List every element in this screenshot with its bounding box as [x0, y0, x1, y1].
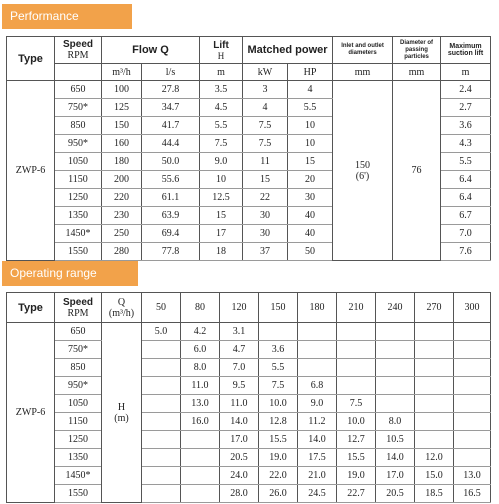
perf-suction: 3.6 [441, 117, 491, 135]
perf-flow-m3h: 100 [102, 81, 142, 99]
perf-hp: 4 [288, 81, 333, 99]
perf-hp: 40 [288, 225, 333, 243]
range-speed: 1250 [55, 431, 102, 449]
range-head-value [337, 323, 376, 341]
perf-flow-m3h: 200 [102, 171, 142, 189]
range-head-value [298, 323, 337, 341]
perf-flow-ls: 61.1 [142, 189, 200, 207]
range-speed: 1150 [55, 413, 102, 431]
range-head-value [376, 341, 415, 359]
range-header-q-unit: (m³/h) [108, 307, 135, 319]
perf-flow-ls: 55.6 [142, 171, 200, 189]
range-head-value [298, 341, 337, 359]
perf-speed: 850 [55, 117, 102, 135]
range-head-value: 5.5 [259, 359, 298, 377]
range-row [7, 359, 491, 377]
range-head-value: 15.5 [259, 431, 298, 449]
header-speed [55, 37, 102, 64]
unit-kw: kW [243, 64, 288, 81]
perf-flow-ls: 41.7 [142, 117, 200, 135]
range-head-value [142, 377, 181, 395]
operating-range-banner: Operating range [2, 261, 138, 286]
range-h-symbol: H [117, 401, 126, 413]
perf-kw: 4 [243, 99, 288, 117]
range-head-value: 6.0 [181, 341, 220, 359]
range-h-label [102, 323, 142, 503]
range-head-value [415, 359, 454, 377]
perf-hp: 5.5 [288, 99, 333, 117]
range-head-value: 19.0 [337, 467, 376, 485]
range-row [7, 431, 491, 449]
range-head-value: 7.0 [220, 359, 259, 377]
range-head-value: 11.0 [181, 377, 220, 395]
perf-suction: 6.7 [441, 207, 491, 225]
perf-flow-m3h: 230 [102, 207, 142, 225]
range-head-value [415, 431, 454, 449]
range-head-value: 18.5 [415, 485, 454, 503]
range-head-value: 17.5 [298, 449, 337, 467]
range-head-value: 28.0 [220, 485, 259, 503]
perf-flow-m3h: 250 [102, 225, 142, 243]
perf-kw: 7.5 [243, 135, 288, 153]
perf-lift: 12.5 [200, 189, 243, 207]
range-row [7, 449, 491, 467]
range-head-value [376, 323, 415, 341]
perf-flow-m3h: 280 [102, 243, 142, 261]
perf-hp: 15 [288, 153, 333, 171]
range-head-value [376, 395, 415, 413]
range-head-value [181, 449, 220, 467]
perf-lift: 15 [200, 207, 243, 225]
range-row [7, 467, 491, 485]
range-head-value: 9.5 [220, 377, 259, 395]
perf-flow-m3h: 180 [102, 153, 142, 171]
range-head-value: 15.0 [415, 467, 454, 485]
range-row [7, 323, 491, 341]
range-speed: 950* [55, 377, 102, 395]
perf-outlet-value: 150 [355, 159, 371, 171]
range-head-value [454, 449, 491, 467]
range-head-value [454, 323, 491, 341]
range-head-value [454, 341, 491, 359]
range-flow-header: 180 [298, 293, 337, 323]
perf-speed: 1450* [55, 225, 102, 243]
range-head-value [337, 377, 376, 395]
perf-speed: 1050 [55, 153, 102, 171]
range-head-value: 17.0 [220, 431, 259, 449]
perf-kw: 15 [243, 171, 288, 189]
range-speed: 1550 [55, 485, 102, 503]
range-head-value: 7.5 [259, 377, 298, 395]
range-speed: 750* [55, 341, 102, 359]
range-head-value: 10.5 [376, 431, 415, 449]
perf-lift: 9.0 [200, 153, 243, 171]
perf-suction: 2.7 [441, 99, 491, 117]
range-head-value [415, 377, 454, 395]
perf-kw: 37 [243, 243, 288, 261]
perf-flow-ls: 27.8 [142, 81, 200, 99]
unit-speed-empty [55, 64, 102, 81]
perf-hp: 40 [288, 207, 333, 225]
header-speed-unit: RPM [67, 50, 89, 61]
range-flow-header: 80 [181, 293, 220, 323]
range-flow-header: 240 [376, 293, 415, 323]
range-header-type: Type [7, 293, 55, 323]
range-head-value: 14.0 [298, 431, 337, 449]
header-type: Type [7, 37, 55, 81]
perf-lift: 4.5 [200, 99, 243, 117]
range-head-value: 7.5 [337, 395, 376, 413]
range-head-value: 22.0 [259, 467, 298, 485]
perf-kw: 11 [243, 153, 288, 171]
range-head-value [337, 341, 376, 359]
range-head-value: 10.0 [337, 413, 376, 431]
perf-suction: 6.4 [441, 171, 491, 189]
perf-speed: 1250 [55, 189, 102, 207]
perf-speed: 950* [55, 135, 102, 153]
range-head-value [181, 485, 220, 503]
range-row [7, 485, 491, 503]
perf-speed: 1550 [55, 243, 102, 261]
range-head-value: 21.0 [298, 467, 337, 485]
range-head-value [142, 467, 181, 485]
range-header-speed [55, 293, 102, 323]
perf-suction: 2.4 [441, 81, 491, 99]
perf-flow-ls: 34.7 [142, 99, 200, 117]
range-head-value: 3.1 [220, 323, 259, 341]
perf-kw: 30 [243, 225, 288, 243]
unit-hp: HP [288, 64, 333, 81]
perf-hp: 10 [288, 117, 333, 135]
range-head-value [454, 431, 491, 449]
range-head-value [181, 431, 220, 449]
perf-flow-m3h: 125 [102, 99, 142, 117]
range-head-value [415, 341, 454, 359]
perf-flow-ls: 77.8 [142, 243, 200, 261]
range-head-value [298, 359, 337, 377]
header-lift [200, 37, 243, 64]
range-head-value: 4.2 [181, 323, 220, 341]
range-head-value: 22.7 [337, 485, 376, 503]
range-head-value: 9.0 [298, 395, 337, 413]
header-flow: Flow Q [102, 37, 200, 64]
perf-suction: 4.3 [441, 135, 491, 153]
unit-lift: m [200, 64, 243, 81]
perf-outlet [333, 81, 393, 261]
perf-particles: 76 [393, 81, 441, 261]
range-header-q [102, 293, 142, 323]
range-model: ZWP-6 [7, 323, 55, 503]
range-head-value: 14.0 [376, 449, 415, 467]
perf-hp: 20 [288, 171, 333, 189]
range-row [7, 377, 491, 395]
unit-suction: m [441, 64, 491, 81]
range-head-value: 3.6 [259, 341, 298, 359]
perf-flow-ls: 69.4 [142, 225, 200, 243]
range-row [7, 341, 491, 359]
range-head-value [142, 431, 181, 449]
unit-flow-m3h: m³/h [102, 64, 142, 81]
range-speed: 650 [55, 323, 102, 341]
header-matched-power: Matched power [243, 37, 333, 64]
perf-model: ZWP-6 [7, 81, 55, 261]
range-speed: 1450* [55, 467, 102, 485]
performance-parameters-banner: Performance parameters [2, 4, 132, 29]
perf-speed: 1150 [55, 171, 102, 189]
range-h-unit: (m) [114, 412, 129, 424]
range-head-value: 8.0 [376, 413, 415, 431]
range-head-value: 5.0 [142, 323, 181, 341]
range-row [7, 413, 491, 431]
range-header-speed-unit: RPM [67, 307, 89, 319]
range-header-speed-label: Speed [62, 296, 93, 308]
range-head-value [454, 377, 491, 395]
range-speed: 1050 [55, 395, 102, 413]
range-head-value: 24.0 [220, 467, 259, 485]
range-head-value: 12.7 [337, 431, 376, 449]
range-row [7, 395, 491, 413]
range-head-value [376, 359, 415, 377]
range-head-value: 8.0 [181, 359, 220, 377]
perf-flow-m3h: 160 [102, 135, 142, 153]
range-head-value [142, 395, 181, 413]
unit-outlet: mm [333, 64, 393, 81]
range-head-value: 12.8 [259, 413, 298, 431]
perf-lift: 17 [200, 225, 243, 243]
perf-lift: 3.5 [200, 81, 243, 99]
perf-flow-ls: 50.0 [142, 153, 200, 171]
range-head-value [415, 323, 454, 341]
perf-lift: 10 [200, 171, 243, 189]
header-suction: Maximum suction lift [441, 37, 491, 64]
range-head-value [142, 485, 181, 503]
perf-hp: 30 [288, 189, 333, 207]
range-head-value: 11.2 [298, 413, 337, 431]
perf-row [7, 81, 491, 99]
range-head-value: 19.0 [259, 449, 298, 467]
perf-speed: 650 [55, 81, 102, 99]
range-head-value: 16.0 [181, 413, 220, 431]
unit-particles: mm [393, 64, 441, 81]
perf-flow-ls: 44.4 [142, 135, 200, 153]
range-head-value [376, 377, 415, 395]
perf-kw: 30 [243, 207, 288, 225]
perf-hp: 10 [288, 135, 333, 153]
range-head-value [337, 359, 376, 377]
range-head-value: 17.0 [376, 467, 415, 485]
header-speed-label: Speed [62, 39, 93, 50]
range-head-value [454, 413, 491, 431]
perf-kw: 3 [243, 81, 288, 99]
perf-lift: 5.5 [200, 117, 243, 135]
perf-suction: 7.0 [441, 225, 491, 243]
unit-flow-ls: l/s [142, 64, 200, 81]
perf-lift: 7.5 [200, 135, 243, 153]
range-head-value [181, 467, 220, 485]
range-flow-header: 50 [142, 293, 181, 323]
header-lift-label: Lift [213, 39, 229, 51]
range-head-value: 11.0 [220, 395, 259, 413]
range-head-value: 24.5 [298, 485, 337, 503]
range-head-value: 12.0 [415, 449, 454, 467]
header-particles: Diameter of passing particles [393, 37, 441, 64]
perf-suction: 7.6 [441, 243, 491, 261]
range-speed: 1350 [55, 449, 102, 467]
header-outlet: Inlet and outlet diameters [333, 37, 393, 64]
perf-speed: 750* [55, 99, 102, 117]
performance-table [6, 36, 491, 261]
range-head-value: 20.5 [376, 485, 415, 503]
range-speed: 850 [55, 359, 102, 377]
range-head-value: 13.0 [454, 467, 491, 485]
perf-flow-m3h: 150 [102, 117, 142, 135]
range-head-value [259, 323, 298, 341]
range-head-value: 4.7 [220, 341, 259, 359]
perf-suction: 6.4 [441, 189, 491, 207]
range-head-value [142, 341, 181, 359]
range-head-value [415, 395, 454, 413]
range-head-value: 16.5 [454, 485, 491, 503]
perf-speed: 1350 [55, 207, 102, 225]
range-head-value [142, 413, 181, 431]
perf-kw: 7.5 [243, 117, 288, 135]
range-head-value [142, 449, 181, 467]
perf-flow-m3h: 220 [102, 189, 142, 207]
range-flow-header: 150 [259, 293, 298, 323]
range-flow-header: 300 [454, 293, 491, 323]
range-head-value: 10.0 [259, 395, 298, 413]
range-head-value [142, 359, 181, 377]
perf-kw: 22 [243, 189, 288, 207]
range-head-value [415, 413, 454, 431]
range-flow-header: 120 [220, 293, 259, 323]
range-header-q-label: Q [117, 296, 126, 308]
perf-outlet-inch: (6') [355, 170, 370, 182]
perf-lift: 18 [200, 243, 243, 261]
range-head-value: 20.5 [220, 449, 259, 467]
range-head-value: 6.8 [298, 377, 337, 395]
header-lift-symbol: H [217, 50, 225, 61]
perf-suction: 5.5 [441, 153, 491, 171]
range-head-value [454, 359, 491, 377]
range-flow-header: 270 [415, 293, 454, 323]
range-head-value: 14.0 [220, 413, 259, 431]
perf-flow-ls: 63.9 [142, 207, 200, 225]
range-flow-header: 210 [337, 293, 376, 323]
range-head-value [454, 395, 491, 413]
perf-hp: 50 [288, 243, 333, 261]
range-head-value: 26.0 [259, 485, 298, 503]
range-head-value: 15.5 [337, 449, 376, 467]
range-head-value: 13.0 [181, 395, 220, 413]
operating-range-table [6, 292, 491, 503]
